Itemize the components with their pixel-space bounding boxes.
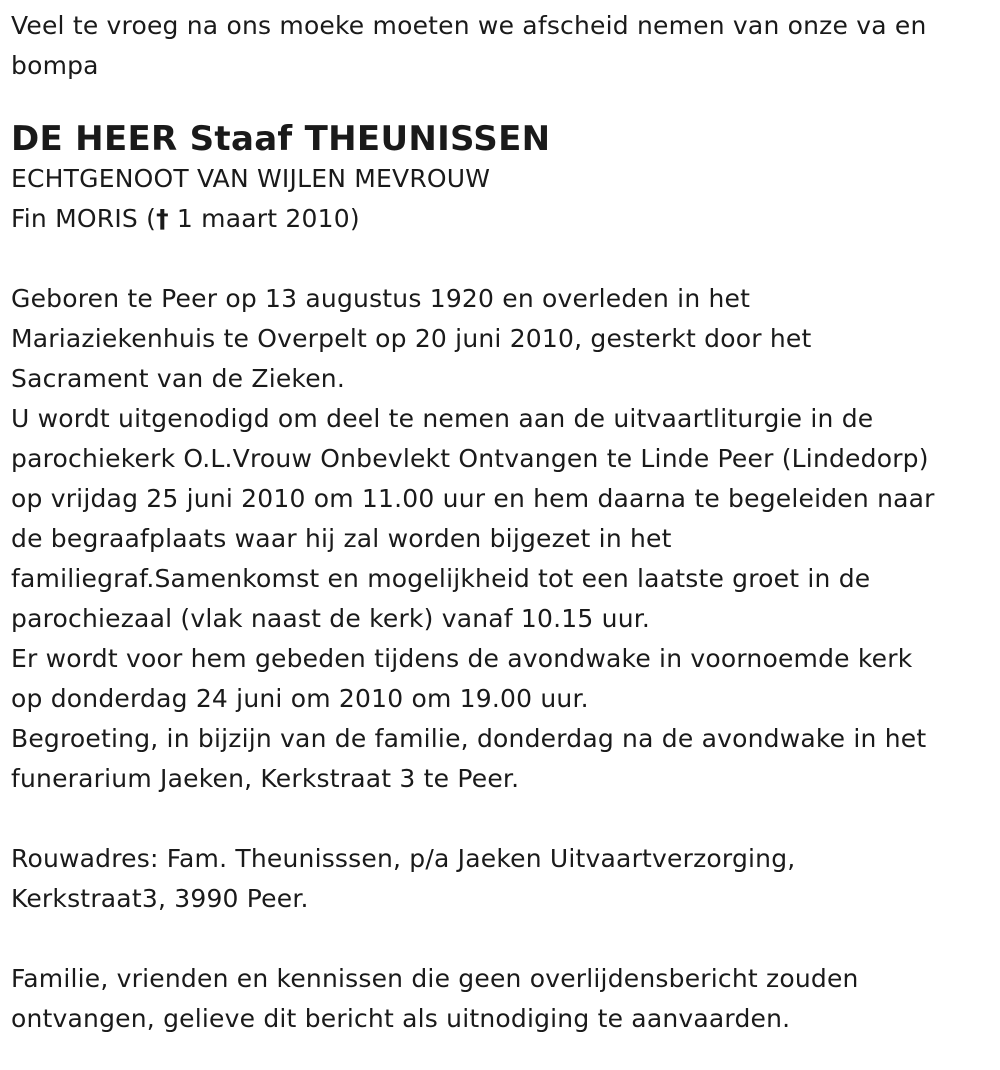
body-line: familiegraf.Samenkomst en mogelijkheid tot een laatste groet in de — [11, 564, 871, 593]
body-line: op donderdag 24 juni om 2010 om 19.00 uur. — [11, 684, 589, 713]
spacer — [11, 239, 996, 279]
cross-icon: † — [156, 204, 169, 233]
mourning-address — [11, 839, 996, 919]
intro-line: bompa — [11, 51, 99, 80]
obituary-document — [11, 0, 996, 1039]
closing-note — [11, 959, 996, 1039]
spouse-death-date: 1 maart 2010) — [176, 204, 360, 233]
body-line: Sacrament van de Zieken. — [11, 364, 345, 393]
body-line: Begroeting, in bijzijn van de familie, donderdag na de avondwake in het — [11, 724, 927, 753]
body-line: op vrijdag 25 juni 2010 om 11.00 uur en hem daarna te begeleiden naar — [11, 484, 935, 513]
spacer — [11, 919, 996, 959]
address-line: Rouwadres: Fam. Theunisssen, p/a Jaeken Uitvaartverzorging, — [11, 844, 796, 873]
body-line: de begraafplaats waar hij zal worden bijgezet in het — [11, 524, 672, 553]
intro-line: Veel te vroeg na ons moeke moeten we afscheid nemen van onze va en — [11, 11, 927, 40]
spacer — [11, 799, 996, 839]
body-line: Er wordt voor hem gebeden tijdens de avondwake in voornoemde kerk — [11, 644, 913, 673]
announcement-body — [11, 279, 996, 799]
spouse-name: Fin MORIS ( — [11, 204, 157, 233]
deceased-name: DE HEER Staaf THEUNISSEN — [11, 119, 551, 159]
body-line: U wordt uitgenodigd om deel te nemen aan de uitvaartliturgie in de — [11, 404, 874, 433]
closing-line: ontvangen, gelieve dit bericht als uitnodiging te aanvaarden. — [11, 1004, 791, 1033]
intro-text — [11, 6, 996, 86]
closing-line: Familie, vrienden en kennissen die geen overlijdensbericht zouden — [11, 964, 859, 993]
spouse-line — [11, 199, 996, 239]
spouse-title: ECHTGENOOT VAN WIJLEN MEVROUW — [11, 164, 491, 193]
body-line: parochiekerk O.L.Vrouw Onbevlekt Ontvangen te Linde Peer (Lindedorp) — [11, 444, 929, 473]
body-line: Geboren te Peer op 13 augustus 1920 en overleden in het — [11, 284, 751, 313]
address-line: Kerkstraat3, 3990 Peer. — [11, 884, 309, 913]
body-line: funerarium Jaeken, Kerkstraat 3 te Peer. — [11, 764, 520, 793]
body-line: parochiezaal (vlak naast de kerk) vanaf 10.15 uur. — [11, 604, 651, 633]
body-line: Mariaziekenhuis te Overpelt op 20 juni 2010, gesterkt door het — [11, 324, 812, 353]
